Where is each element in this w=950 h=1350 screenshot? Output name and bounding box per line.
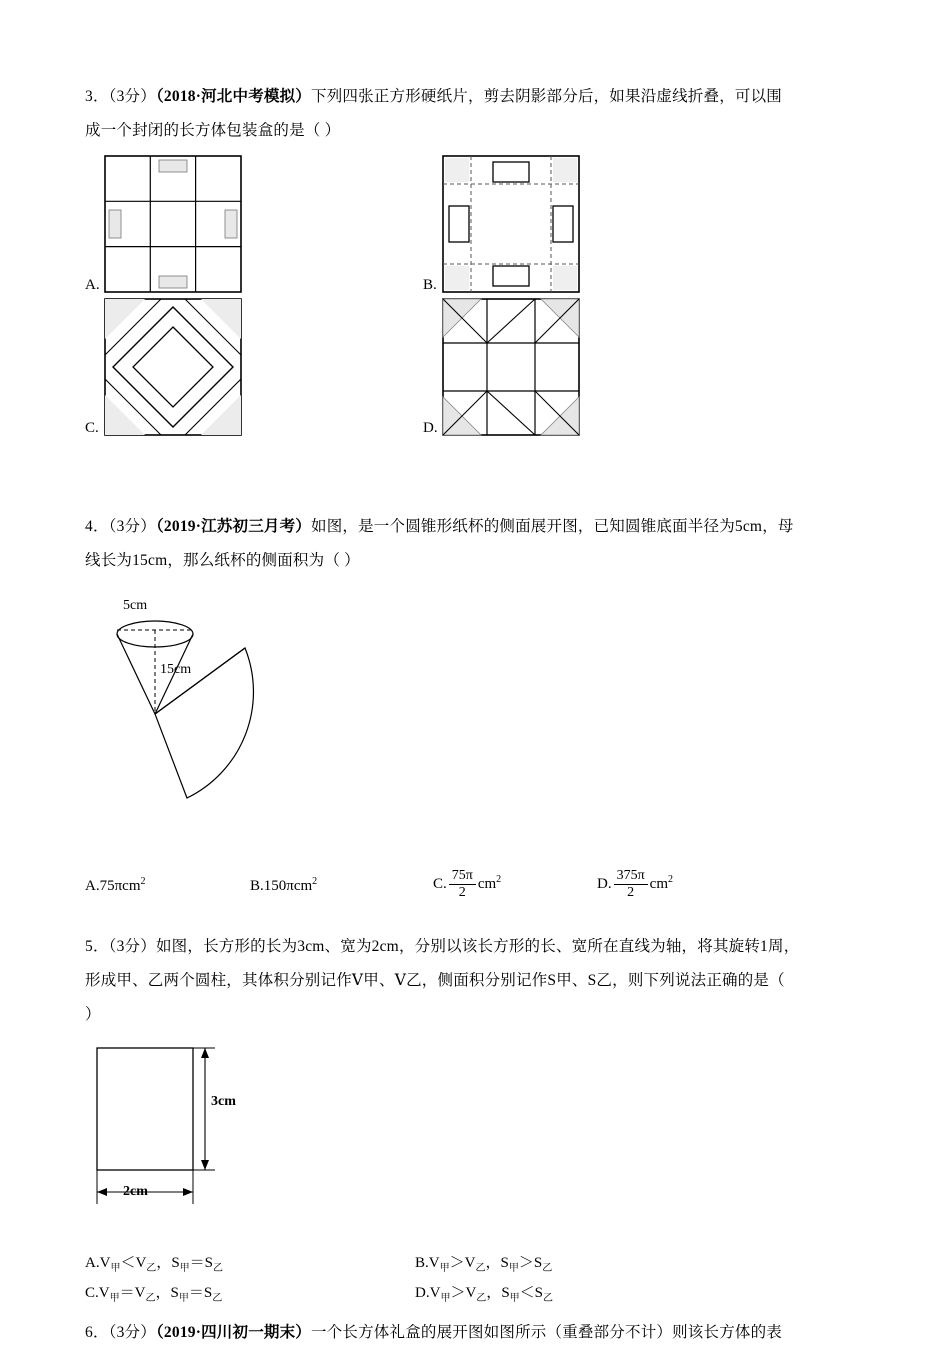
answer-d-label-q4: D. xyxy=(597,875,612,892)
answer-a-exp-q4: 2 xyxy=(140,876,146,887)
question-3-line-1 xyxy=(85,80,865,114)
question-4-source: （2019·江苏初三月考） xyxy=(155,518,311,535)
answer-d-denominator-q4: 2 xyxy=(627,885,635,900)
question-6-dot: ． xyxy=(92,1324,109,1341)
question-6-text-1: 一个长方体礼盒的展开图如图所示（重叠部分不计）则该长方体的表 xyxy=(311,1324,783,1341)
answer-c-denominator-q4: 2 xyxy=(458,885,466,900)
question-5 xyxy=(85,930,865,1308)
answer-c-fraction-q4 xyxy=(449,868,476,901)
cone-radius-label: 5cm xyxy=(123,598,148,613)
question-5-dot: ． xyxy=(92,938,109,955)
question-5-text-1: 如图，长方形的长为3cm、宽为2cm，分别以该长方形的长、宽所在直线为轴，将其旋转1周， xyxy=(155,938,800,955)
answer-b-label-q4: B. xyxy=(250,878,264,894)
question-4-points: （3分） xyxy=(108,518,156,535)
question-6-line-1 xyxy=(85,1316,865,1350)
question-5-options xyxy=(85,1248,865,1308)
answer-b-exp-q4: 2 xyxy=(312,876,318,887)
answer-d-numerator-q4: 375π xyxy=(616,868,645,883)
rectangle-rotation-diagram xyxy=(89,1042,309,1222)
figure-option-b xyxy=(441,154,581,294)
question-4-line-1 xyxy=(85,510,865,544)
option-d-label-q3: D. xyxy=(423,420,438,436)
answer-b-value-q4: 150πcm xyxy=(263,878,313,894)
figure-option-c xyxy=(103,297,243,437)
question-6-source: （2019·四川初一期末） xyxy=(155,1324,311,1341)
answer-d-exp-q4: 2 xyxy=(668,873,673,885)
option-d-q5: $D.V_甲>V_乙$，$S_甲<S_乙$ xyxy=(415,1285,554,1304)
answer-a-value-q4: 75πcm xyxy=(99,878,141,894)
answer-d-fraction-q4 xyxy=(614,868,648,901)
option-c-q5: $C.V_甲=V_乙$，$S_甲=S_乙$ xyxy=(85,1285,223,1304)
rect-height-label: 3cm xyxy=(211,1094,236,1109)
question-4-figure xyxy=(85,584,865,854)
answer-d-unit-q4: cm xyxy=(649,875,668,892)
question-5-line-2 xyxy=(85,964,865,998)
question-3-dot: ． xyxy=(92,88,109,105)
option-b-q5: $B.V_甲>V_乙$，$S_甲>S_乙$ xyxy=(415,1255,553,1274)
question-5-line-1 xyxy=(85,930,865,964)
question-3-number: 3 xyxy=(85,88,93,105)
answer-b-q4 xyxy=(250,876,317,895)
answer-d-q4 xyxy=(597,868,673,901)
question-5-text-2: 形成甲、乙两个圆柱，其体积分别记作Ⅴ甲、Ⅴ乙，侧面积分别记作S甲、S乙，则下列说法正确的是（ xyxy=(85,972,785,989)
option-a-label-q3: A. xyxy=(85,277,100,293)
answer-a-q4 xyxy=(85,876,146,895)
answer-c-unit-q4: cm xyxy=(477,875,497,892)
answer-c-q4 xyxy=(433,868,501,901)
answer-c-label-q4: C. xyxy=(433,875,447,892)
question-3-text-1: 下列四张正方形硬纸片，剪去阴影部分后，如果沿虚线折叠，可以围 xyxy=(311,88,783,105)
answer-a-label-q4: A. xyxy=(85,878,100,894)
question-5-number: 5 xyxy=(85,938,93,955)
question-4-text-2: 线长为15cm，那么纸杯的侧面积为（ ） xyxy=(85,552,360,569)
answer-c-numerator-q4: 75π xyxy=(451,868,473,883)
option-a-q5: $A.V_甲<V_乙$，$S_甲=S_乙$ xyxy=(85,1255,224,1274)
question-5-text-3: ） xyxy=(85,1006,101,1023)
question-4-line-2 xyxy=(85,544,865,578)
option-a-label-q5: A. xyxy=(85,1255,100,1271)
answer-c-exp-q4: 2 xyxy=(496,873,502,885)
question-3-figure xyxy=(85,152,865,436)
option-b-label-q5: B. xyxy=(415,1255,429,1271)
option-d-label-q5: D. xyxy=(415,1285,430,1301)
question-3-points: （3分） xyxy=(108,88,156,105)
question-5-line-3 xyxy=(85,998,865,1032)
question-5-points: （3分） xyxy=(108,938,156,955)
question-4-answers xyxy=(85,854,865,908)
question-3-source: （2018·河北中考模拟） xyxy=(155,88,311,105)
page-content xyxy=(85,80,865,1350)
figure-option-d xyxy=(441,297,581,437)
option-b-label-q3: B. xyxy=(423,277,437,293)
question-4-text-1: 如图，是一个圆锥形纸杯的侧面展开图，已知圆锥底面半径为5cm，母 xyxy=(311,518,794,535)
question-5-option-row-2 xyxy=(85,1278,865,1308)
cone-net-diagram xyxy=(95,586,305,836)
question-6-number: 6 xyxy=(85,1324,93,1341)
option-c-label-q5: C. xyxy=(85,1285,99,1301)
option-c-label-q3: C. xyxy=(85,420,99,436)
question-3-text-2: 成一个封闭的长方体包装盒的是（ ） xyxy=(85,122,341,139)
rect-width-label: 2cm xyxy=(123,1184,148,1199)
question-5-option-row-1 xyxy=(85,1248,865,1278)
figure-option-a xyxy=(103,154,243,294)
question-4-number: 4 xyxy=(85,518,93,535)
question-6 xyxy=(85,1316,865,1350)
question-5-figure xyxy=(85,1038,865,1238)
question-6-points: （3分） xyxy=(108,1324,156,1341)
question-3-line-2 xyxy=(85,114,865,148)
cone-slant-label: 15cm xyxy=(160,662,192,677)
question-4 xyxy=(85,510,865,908)
question-3 xyxy=(85,80,865,436)
question-4-dot: ． xyxy=(92,518,109,535)
